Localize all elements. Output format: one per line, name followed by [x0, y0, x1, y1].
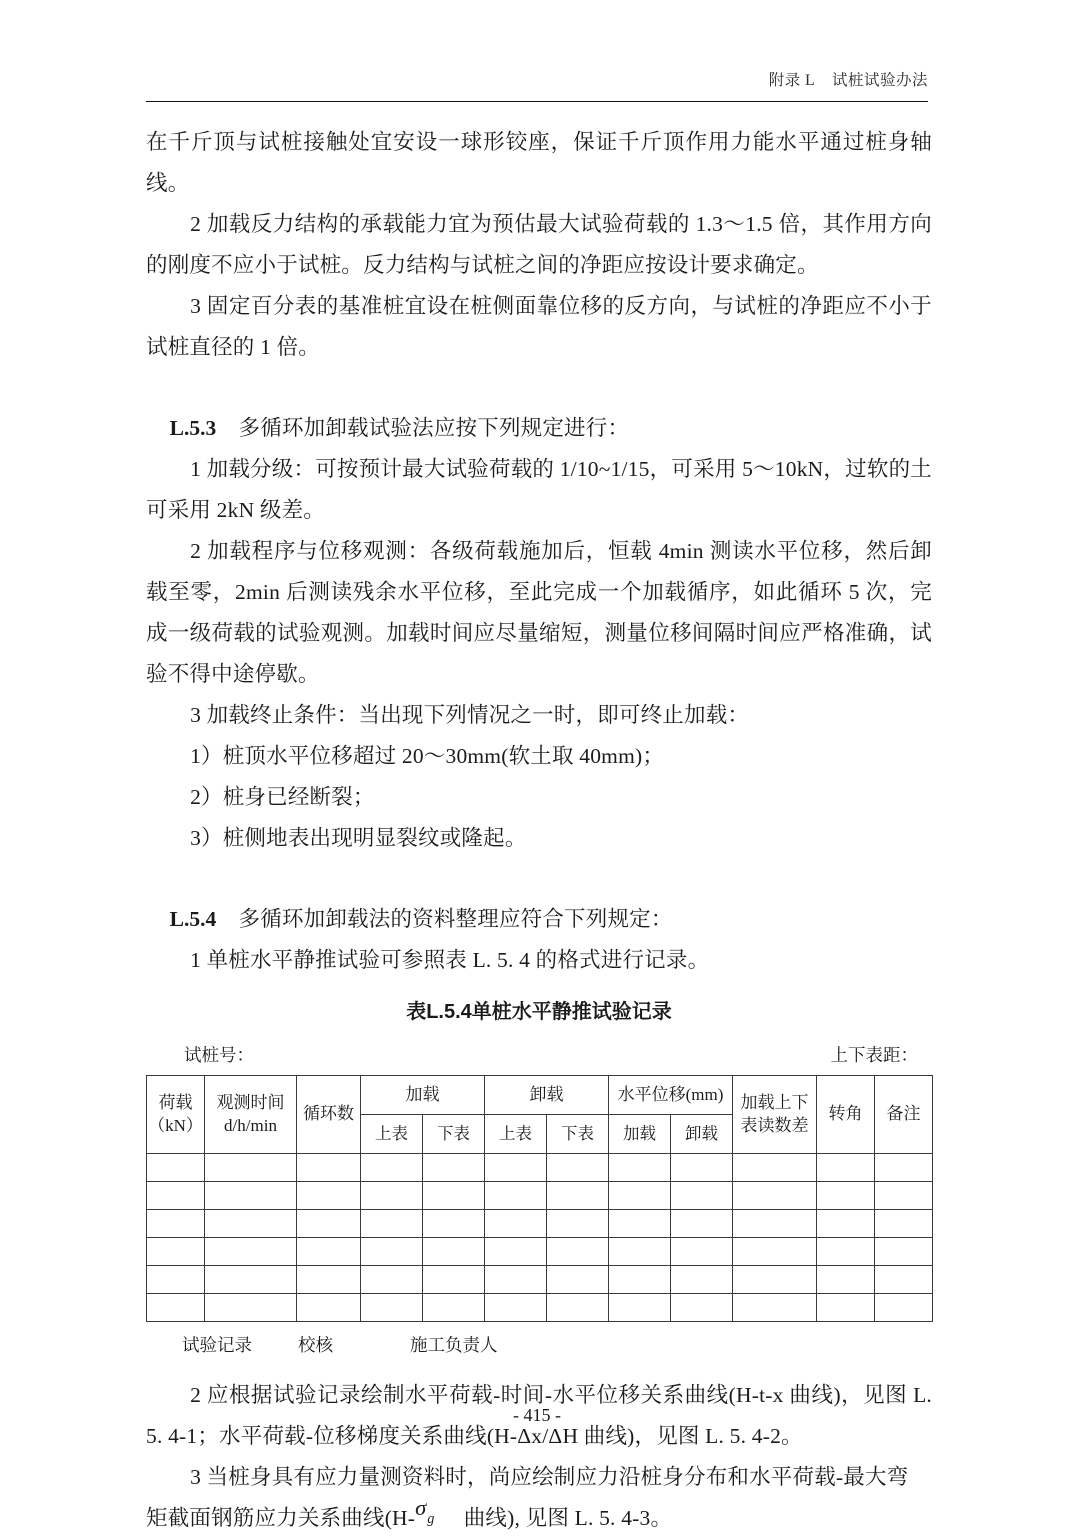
page-header [146, 68, 928, 102]
section-l53-sub-3: 3）桩侧地表出现明显裂纹或隆起。 [190, 826, 527, 850]
table-cell[interactable] [423, 1154, 485, 1182]
table-cell[interactable] [147, 1210, 205, 1238]
table-cell[interactable] [817, 1154, 875, 1182]
table-header-row-1 [147, 1076, 933, 1115]
section-l54-label: L.5.4 [169, 907, 217, 931]
table-cell[interactable] [817, 1294, 875, 1322]
table-cell[interactable] [423, 1294, 485, 1322]
table-cell[interactable] [361, 1238, 423, 1266]
table-cell[interactable] [547, 1294, 609, 1322]
table-cell[interactable] [875, 1210, 933, 1238]
header-reading-diff-line1: 加载上下 [740, 1093, 809, 1113]
signature-record-label: 试验记录 [182, 1335, 252, 1355]
section-l54-heading [146, 899, 932, 940]
table-cell[interactable] [875, 1182, 933, 1210]
header-cell-loading: 加载 [361, 1076, 485, 1115]
header-cell-loading-lower-gauge: 下表 [423, 1115, 485, 1154]
section-l54-item-2: 2 应根据试验记录绘制水平荷载-时间-水平位移关系曲线(H-t-x 曲线)，见图 L. 5. 4-1；水平荷载-位移梯度关系曲线(H-Δx/ΔH 曲线)，见图 L. 5. 4-2。 [146, 1383, 932, 1448]
table-row[interactable] [147, 1154, 933, 1182]
table-cell[interactable] [817, 1238, 875, 1266]
table-cell[interactable] [297, 1238, 361, 1266]
section-l53-title: 多循环加卸载试验法应按下列规定进行： [238, 416, 630, 440]
page-number: - 415 - [513, 1405, 561, 1425]
header-cell-disp-unloading: 卸载 [671, 1115, 733, 1154]
sigma-symbol: σ [415, 1495, 427, 1521]
item3-suffix: 曲线), 见图 L. 5. 4-3。 [458, 1506, 673, 1530]
table-cell[interactable] [671, 1154, 733, 1182]
table-cell[interactable] [147, 1294, 205, 1322]
signature-supervisor-label: 施工负责人 [410, 1335, 498, 1355]
spacer [146, 859, 932, 899]
table-row[interactable] [147, 1210, 933, 1238]
table-cell[interactable] [147, 1266, 205, 1294]
table-cell[interactable] [485, 1294, 547, 1322]
table-cell[interactable] [547, 1210, 609, 1238]
table-cell[interactable] [205, 1154, 297, 1182]
header-cell-observation-time [205, 1076, 297, 1154]
section-l53-heading [146, 408, 932, 449]
table-cell[interactable] [205, 1294, 297, 1322]
signature-check-label: 校核 [298, 1335, 333, 1355]
header-cell-remarks: 备注 [875, 1076, 933, 1154]
table-cell[interactable] [485, 1210, 547, 1238]
table-cell[interactable] [423, 1238, 485, 1266]
table-cell[interactable] [423, 1182, 485, 1210]
table-cell[interactable] [361, 1182, 423, 1210]
table-cell[interactable] [609, 1266, 671, 1294]
table-cell[interactable] [205, 1238, 297, 1266]
table-cell[interactable] [609, 1210, 671, 1238]
table-cell[interactable] [817, 1210, 875, 1238]
table-cell[interactable] [147, 1182, 205, 1210]
paragraph-intro: 在千斤顶与试桩接触处宜安设一球形铰座，保证千斤顶作用力能水平通过桩身轴线。 [146, 130, 932, 195]
signature-row [146, 1332, 932, 1357]
table-cell[interactable] [875, 1238, 933, 1266]
table-cell[interactable] [297, 1154, 361, 1182]
section-l53-item-3: 3 加载终止条件：当出现下列情况之一时，即可终止加载： [190, 703, 750, 727]
pile-test-record-table [146, 1075, 933, 1322]
table-cell[interactable] [547, 1182, 609, 1210]
header-obs-line2: d/h/min [224, 1115, 277, 1135]
table-cell[interactable] [671, 1294, 733, 1322]
table-cell[interactable] [297, 1294, 361, 1322]
table-cell[interactable] [361, 1266, 423, 1294]
table-body [147, 1154, 933, 1322]
table-cell[interactable] [547, 1266, 609, 1294]
section-l53-sub-1: 1）桩顶水平位移超过 20～30mm(软土取 40mm)； [190, 744, 665, 768]
table-cell[interactable] [875, 1266, 933, 1294]
gauge-spacing-label: 上下表距： [830, 1045, 918, 1065]
table-cell[interactable] [361, 1154, 423, 1182]
table-cell[interactable] [875, 1154, 933, 1182]
table-cell[interactable] [671, 1266, 733, 1294]
header-obs-line1: 观测时间 [216, 1093, 285, 1113]
table-cell[interactable] [671, 1210, 733, 1238]
table-cell[interactable] [205, 1266, 297, 1294]
table-cell[interactable] [361, 1210, 423, 1238]
header-cell-disp-loading: 加载 [609, 1115, 671, 1154]
table-cell[interactable] [297, 1182, 361, 1210]
section-l53-item-1: 1 加载分级：可按预计最大试验荷载的 1/10~1/15，可采用 5～10kN，过软的土可采用 2kN 级差。 [146, 457, 932, 522]
header-cell-unloading: 卸载 [485, 1076, 609, 1115]
table-row[interactable] [147, 1182, 933, 1210]
header-cell-rotation: 转角 [817, 1076, 875, 1154]
section-l54-item-3-line-1: 3 当桩身具有应力量测资料时，尚应绘制应力沿桩身分布和水平荷载-最大弯 [190, 1465, 909, 1489]
table-cell[interactable] [297, 1210, 361, 1238]
table-cell[interactable] [423, 1266, 485, 1294]
table-cell[interactable] [817, 1266, 875, 1294]
section-l53-label: L.5.3 [169, 416, 217, 440]
table-cell[interactable] [817, 1182, 875, 1210]
sigma-g-formula [415, 1495, 458, 1528]
section-l53-sub-2: 2）桩身已经断裂； [190, 785, 375, 809]
header-cell-horizontal-displacement: 水平位移(mm) [609, 1076, 733, 1115]
paragraph-item-3: 3 固定百分表的基准桩宜设在桩侧面靠位移的反方向，与试桩的净距应不小于试桩直径的 1 倍。 [146, 294, 932, 359]
table-cell[interactable] [671, 1182, 733, 1210]
table-cell[interactable] [733, 1294, 817, 1322]
table-cell[interactable] [733, 1266, 817, 1294]
table-caption-row [146, 1042, 932, 1067]
table-cell[interactable] [297, 1266, 361, 1294]
spacer [146, 368, 932, 408]
page-content [146, 122, 932, 1539]
table-cell[interactable] [609, 1154, 671, 1182]
table-cell[interactable] [361, 1294, 423, 1322]
header-title: 附录 L 试桩试验办法 [768, 72, 928, 89]
table-cell[interactable] [609, 1182, 671, 1210]
table-cell[interactable] [609, 1294, 671, 1322]
section-l53-item-2: 2 加载程序与位移观测：各级荷载施加后，恒载 4min 测读水平位移，然后卸载至零，2min 后测读残余水平位移，至此完成一个加载循序，如此循环 5 次，完成一级荷载的试验观测。加载时间应尽量缩短，测量位移间隔时间应严格准确，试验不得中途停歇。 [146, 539, 932, 686]
header-cell-unloading-lower-gauge: 下表 [547, 1115, 609, 1154]
header-cell-cycles: 循环数 [297, 1076, 361, 1154]
header-cell-load [147, 1076, 205, 1154]
table-cell[interactable] [733, 1210, 817, 1238]
table-cell[interactable] [875, 1294, 933, 1322]
header-reading-diff-line2: 表读数差 [740, 1115, 809, 1135]
table-row[interactable] [147, 1294, 933, 1322]
section-l54-item-1: 1 单桩水平静推试验可参照表 L. 5. 4 的格式进行记录。 [190, 948, 710, 972]
header-cell-loading-upper-gauge: 上表 [361, 1115, 423, 1154]
table-cell[interactable] [733, 1154, 817, 1182]
pile-number-label: 试桩号： [184, 1045, 254, 1065]
header-cell-reading-difference [733, 1076, 817, 1154]
table-cell[interactable] [485, 1154, 547, 1182]
table-cell[interactable] [671, 1238, 733, 1266]
table-cell[interactable] [485, 1182, 547, 1210]
table-cell[interactable] [147, 1154, 205, 1182]
section-l54-item-3-line-2 [146, 1495, 932, 1539]
table-cell[interactable] [205, 1210, 297, 1238]
table-row[interactable] [147, 1266, 933, 1294]
header-cell-unloading-upper-gauge: 上表 [485, 1115, 547, 1154]
table-cell[interactable] [547, 1238, 609, 1266]
section-l54-title: 多循环加卸载法的资料整理应符合下列规定： [238, 907, 673, 931]
table-cell[interactable] [485, 1238, 547, 1266]
table-title: 表L.5.4单桩水平静推试验记录 [406, 1001, 672, 1023]
table-cell[interactable] [147, 1238, 205, 1266]
header-load-line1: 荷载 [158, 1093, 193, 1113]
table-cell[interactable] [547, 1154, 609, 1182]
header-rule [146, 101, 928, 102]
table-cell[interactable] [609, 1238, 671, 1266]
table-cell[interactable] [485, 1266, 547, 1294]
sigma-subscript: g [427, 1511, 435, 1528]
table-row[interactable] [147, 1238, 933, 1266]
table-cell[interactable] [733, 1238, 817, 1266]
spacer [146, 1357, 932, 1375]
item3-prefix: 矩截面钢筋应力关系曲线(H- [146, 1506, 416, 1530]
table-cell[interactable] [423, 1210, 485, 1238]
table-cell[interactable] [205, 1182, 297, 1210]
table-head [147, 1076, 933, 1154]
paragraph-item-2: 2 加载反力结构的承载能力宜为预估最大试验荷载的 1.3～1.5 倍，其作用方向的刚度不应小于试桩。反力结构与试桩之间的净距应按设计要求确定。 [146, 212, 932, 277]
header-load-line2: （kN） [148, 1115, 203, 1135]
table-cell[interactable] [733, 1182, 817, 1210]
